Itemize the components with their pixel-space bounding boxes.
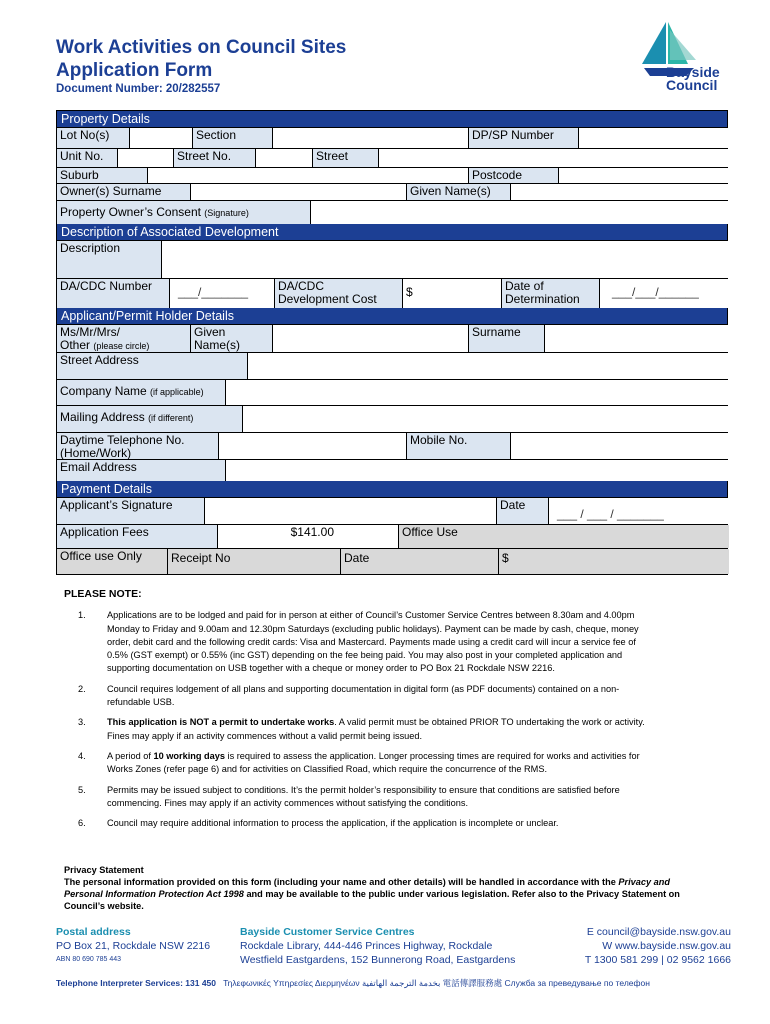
unit-input[interactable] <box>117 149 173 167</box>
form-title <box>56 36 346 82</box>
row-fees <box>57 524 727 548</box>
row-owner <box>57 183 727 200</box>
street-input[interactable] <box>378 149 729 167</box>
signature-input[interactable] <box>204 498 496 524</box>
surname-label: Surname <box>468 325 544 352</box>
office-only-label: Office use Only <box>57 549 167 574</box>
row-description <box>57 240 727 278</box>
service-centres: Bayside Customer Service Centres Rockdale Library, 444-446 Princes Highway, Rockdale Westfield Eastgardens, 152 Bunnerong Road, Eastgardens <box>240 926 516 966</box>
privacy-statement: Privacy Statement The personal information provided on this form (including your name and other details) will be handled in accordance with the Privacy and Personal Information Protection Act 1998 and may be available to the public under various legislation. Refer also to the Privacy Statement on Council’s website. <box>64 865 680 911</box>
row-signature <box>57 497 727 524</box>
surname-input[interactable] <box>544 325 729 352</box>
consent-signature-input[interactable] <box>310 201 729 224</box>
application-form <box>56 110 728 575</box>
section-property-details: Property Details <box>57 111 727 127</box>
row-suburb <box>57 167 727 183</box>
row-applicant-name <box>57 324 727 352</box>
owner-surname-input[interactable] <box>190 184 406 200</box>
postal-address: Postal address PO Box 21, Rockdale NSW 2216 ABN 80 690 785 443 <box>56 926 211 963</box>
fee-value: $141.00 <box>217 525 398 548</box>
street-no-input[interactable] <box>255 149 312 167</box>
section-applicant: Applicant/Permit Holder Details <box>57 308 727 324</box>
street-address-input[interactable] <box>247 353 729 379</box>
note-item: 5. Permits may be issued subject to conditions. It’s the permit holder’s responsibility to ensure that conditions are satisfied before commencing. Fines may apply if an activity commences without satisfying the conditions. <box>78 784 620 808</box>
dpsp-label: DP/SP Number <box>468 128 578 148</box>
row-da <box>57 278 727 308</box>
row-company <box>57 379 727 405</box>
given-names-label: Given Name(s) <box>406 184 510 200</box>
lot-label: Lot No(s) <box>57 128 129 148</box>
mobile-label: Mobile No. <box>406 433 510 459</box>
row-consent <box>57 200 727 224</box>
street-label: Street <box>312 149 378 167</box>
given-names-input[interactable] <box>510 184 729 200</box>
determination-label: Date of Determination <box>501 279 599 308</box>
note-item: 4. A period of 10 working days is required to assess the application. Longer processing times are required for works and activities for Works Zones (refer page 6) and for activities on Classified Road, which require the concurrence of the RMS. <box>78 750 640 775</box>
contact-details <box>585 925 731 967</box>
unit-label: Unit No. <box>57 149 117 167</box>
office-amount-field[interactable]: $ <box>498 549 729 574</box>
section-label: Section <box>192 128 272 148</box>
suburb-input[interactable] <box>147 168 468 183</box>
postcode-label: Postcode <box>468 168 558 183</box>
phone-label: Daytime Telephone No. (Home/Work) <box>57 433 218 459</box>
mailing-input[interactable] <box>242 406 729 432</box>
description-input[interactable] <box>161 241 729 278</box>
email-link[interactable]: E council@bayside.nsw.gov.au <box>586 926 731 938</box>
company-label: Company Name (if applicable) <box>57 380 225 405</box>
determination-input[interactable]: ___/___/______ <box>599 279 729 308</box>
lot-input[interactable] <box>129 128 192 148</box>
mailing-label: Mailing Address (if different) <box>57 406 242 432</box>
date-label: Date <box>496 498 548 524</box>
section-payment: Payment Details <box>57 481 727 497</box>
office-use-label: Office Use <box>398 525 729 548</box>
title-line-2: Application Form <box>56 60 213 81</box>
receipt-field[interactable]: Receipt No <box>167 549 340 574</box>
signature-label: Applicant’s Signature <box>57 498 204 524</box>
title-line-1: Work Activities on Council Sites <box>56 37 347 58</box>
interpreter-services: Telephone Interpreter Services: 131 450 Τηλεφωνικές Υπηρεσίες Διερμηνέων بخدمة الترجمة الهاتفية 電話傳譯服務處 Служба за преведување по телефон <box>56 978 650 988</box>
owner-surname-label: Owner(s) Surname <box>57 184 190 200</box>
mobile-input[interactable] <box>510 433 729 459</box>
row-unit <box>57 148 727 167</box>
da-number-label: DA/CDC Number <box>57 279 169 308</box>
logo-text: Bayside Council <box>666 64 720 93</box>
consent-label: Property Owner’s Consent (Signature) <box>57 201 310 224</box>
note-item: 2. Council requires lodgement of all plans and supporting documentation in digital form (as PDF documents) contained on a non-refundable USB. <box>78 683 620 708</box>
company-input[interactable] <box>225 380 729 405</box>
please-note <box>64 588 654 837</box>
postcode-input[interactable] <box>558 168 729 183</box>
note-item: 1. Applications are to be lodged and paid for in person at either of Council’s Customer Service Centres between 8.30am and 4.00pm Monday to Friday and 9.00am and 12.30pm Saturdays (excluding public holidays). Payment can be made by cash, cheque, money order, debit card and the following credit cards: Visa and Mastercard. Payments made using a credit card will incur a service fee of 0.5% (GST exempt) or 0.55% (inc GST) depending on the fee being paid. You may also post in your completed application and supporting documentation on USB together with a cheque or money order to PO Box 21 Rockdale NSW 2216. <box>78 610 639 674</box>
row-phone <box>57 432 727 459</box>
email-label: Email Address <box>57 460 225 481</box>
notes-heading: PLEASE NOTE: <box>64 588 142 600</box>
section-input[interactable] <box>272 128 468 148</box>
note-item: 6. Council may require additional information to process the application, if the application is incomplete or unclear. <box>78 818 559 829</box>
da-number-input[interactable]: ___/_______ <box>169 279 274 308</box>
cost-label: DA/CDC Development Cost <box>274 279 402 308</box>
street-no-label: Street No. <box>173 149 255 167</box>
row-mailing <box>57 405 727 432</box>
row-lot <box>57 127 727 148</box>
phone-input[interactable] <box>218 433 406 459</box>
cost-input[interactable]: $ <box>402 279 501 308</box>
note-item: 3. This application is NOT a permit to undertake works. A valid permit must be obtained PRIOR TO undertaking the work or activity. Fines may apply if an activity commences without a valid permit being issued. <box>78 717 645 741</box>
row-email <box>57 459 727 481</box>
phone-number: T 1300 581 299 | 02 9562 1666 <box>584 954 731 966</box>
date-input[interactable]: ___ / ___ / _______ <box>548 498 729 524</box>
row-office <box>57 548 727 574</box>
description-label: Description <box>57 241 161 278</box>
office-date-field[interactable]: Date <box>340 549 498 574</box>
given-name-input[interactable] <box>272 325 468 352</box>
street-address-label: Street Address <box>57 353 247 379</box>
title-label: Ms/Mr/Mrs/ Other (please circle) <box>57 325 190 352</box>
given-name-label: Given Name(s) <box>190 325 272 352</box>
fees-label: Application Fees <box>57 525 217 548</box>
row-street-address <box>57 352 727 379</box>
suburb-label: Suburb <box>57 168 147 183</box>
document-number: Document Number: 20/282557 <box>56 83 221 95</box>
section-development: Description of Associated Development <box>57 224 727 240</box>
email-input[interactable] <box>225 460 729 481</box>
web-link[interactable]: W www.bayside.nsw.gov.au <box>602 940 731 952</box>
dpsp-input[interactable] <box>578 128 729 148</box>
